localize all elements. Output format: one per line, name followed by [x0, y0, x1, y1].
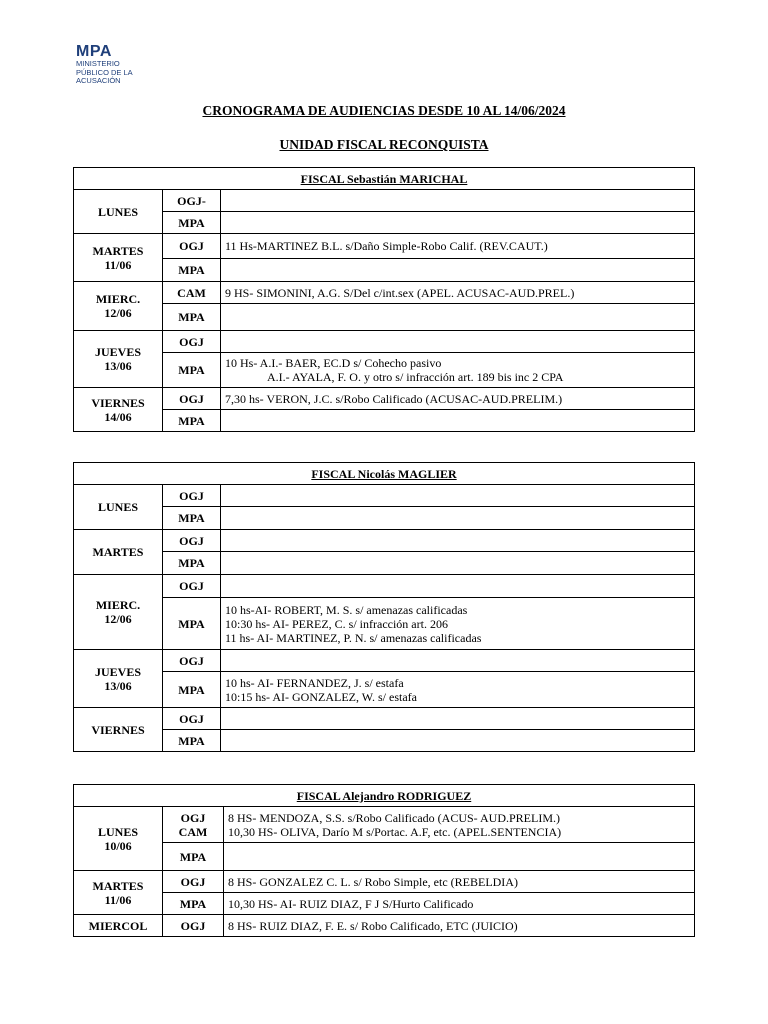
day-cell: JUEVES 13/06 [74, 331, 163, 388]
hearing-cell [221, 190, 695, 212]
document-title: CRONOGRAMA DE AUDIENCIAS DESDE 10 AL 14/06/2024 [202, 103, 566, 118]
day-cell: MARTES 11/06 [74, 234, 163, 282]
logo [76, 44, 133, 86]
day-cell: MIERCOL [74, 915, 163, 937]
hearing-cell [221, 730, 695, 752]
unit-title: UNIDAD FISCAL RECONQUISTA [279, 137, 489, 152]
office-cell: OGJ [163, 708, 221, 730]
hearing-cell [221, 507, 695, 530]
day-cell: VIERNES [74, 708, 163, 752]
hearing-cell: 8 HS- RUIZ DIAZ, F. E. s/ Robo Calificado, ETC (JUICIO) [224, 915, 695, 937]
hearing-cell [221, 410, 695, 432]
office-cell: MPA [163, 552, 221, 575]
logo-line: MINISTERIO [76, 59, 120, 68]
office-cell: MPA [163, 730, 221, 752]
office-cell: MPA [163, 507, 221, 530]
office-cell: CAM [163, 282, 221, 304]
fiscal-title: FISCAL Sebastián MARICHAL [74, 168, 695, 190]
office-cell: MPA [163, 259, 221, 282]
hearing-cell: 10 hs- AI- FERNANDEZ, J. s/ estafa 10:15 hs- AI- GONZALEZ, W. s/ estafa [221, 672, 695, 708]
hearing-cell [221, 650, 695, 672]
fiscal-table-rodriguez [73, 784, 695, 937]
hearing-cell: 9 HS- SIMONINI, A.G. S/Del c/int.sex (APEL. ACUSAC-AUD.PREL.) [221, 282, 695, 304]
fiscal-title: FISCAL Alejandro RODRIGUEZ [74, 785, 695, 807]
hearing-cell: 10 hs-AI- ROBERT, M. S. s/ amenazas calificadas 10:30 hs- AI- PEREZ, C. s/ infracción art. 206 11 hs- AI- MARTINEZ, P. N. s/ amenazas calificadas [221, 598, 695, 650]
office-cell: OGJ- [163, 190, 221, 212]
hearing-cell [221, 708, 695, 730]
office-cell: OGJ [163, 915, 224, 937]
hearing-cell [221, 331, 695, 353]
office-cell: MPA [163, 212, 221, 234]
hearing-cell [221, 304, 695, 331]
office-cell: MPA [163, 353, 221, 388]
office-cell: MPA [163, 598, 221, 650]
hearing-cell: 10,30 HS- AI- RUIZ DIAZ, F J S/Hurto Calificado [224, 893, 695, 915]
fiscal-table-maglier [73, 462, 695, 752]
hearing-cell [221, 212, 695, 234]
hearing-cell [221, 575, 695, 598]
fiscal-table-marichal [73, 167, 695, 432]
office-cell: MPA [163, 304, 221, 331]
hearing-cell: 7,30 hs- VERON, J.C. s/Robo Calificado (ACUSAC-AUD.PRELIM.) [221, 388, 695, 410]
day-cell: VIERNES 14/06 [74, 388, 163, 432]
office-cell: OGJ [163, 650, 221, 672]
hearing-cell [221, 552, 695, 575]
office-cell: OGJ [163, 234, 221, 259]
hearing-cell [224, 843, 695, 871]
day-cell: MIERC. 12/06 [74, 282, 163, 331]
office-cell: OGJ CAM [163, 807, 224, 843]
hearing-cell [221, 485, 695, 507]
hearing-cell: 10 Hs- A.I.- BAER, EC.D s/ Cohecho pasivo A.I.- AYALA, F. O. y otro s/ infracción art. 189 bis inc 2 CPA [221, 353, 695, 388]
day-cell: JUEVES 13/06 [74, 650, 163, 708]
logo-line: PÚBLICO DE LA [76, 67, 133, 77]
logo-mark: MPA [76, 43, 112, 60]
hearing-cell [221, 530, 695, 552]
office-cell: OGJ [163, 485, 221, 507]
fiscal-title: FISCAL Nicolás MAGLIER [74, 463, 695, 485]
day-cell: LUNES 10/06 [74, 807, 163, 871]
hearing-cell: 11 Hs-MARTINEZ B.L. s/Daño Simple-Robo Calif. (REV.CAUT.) [221, 234, 695, 259]
day-cell: MIERC. 12/06 [74, 575, 163, 650]
office-cell: OGJ [163, 331, 221, 353]
office-cell: MPA [163, 672, 221, 708]
day-cell: MARTES [74, 530, 163, 575]
day-cell: LUNES [74, 485, 163, 530]
day-cell: LUNES [74, 190, 163, 234]
office-cell: OGJ [163, 871, 224, 893]
office-cell: OGJ [163, 530, 221, 552]
logo-line: ACUSACIÓN [76, 76, 121, 85]
hearing-cell [221, 259, 695, 282]
office-cell: OGJ [163, 388, 221, 410]
office-cell: OGJ [163, 575, 221, 598]
office-cell: MPA [163, 893, 224, 915]
office-cell: MPA [163, 843, 224, 871]
hearing-cell: 8 HS- GONZALEZ C. L. s/ Robo Simple, etc (REBELDIA) [224, 871, 695, 893]
hearing-cell: 8 HS- MENDOZA, S.S. s/Robo Calificado (ACUS- AUD.PRELIM.) 10,30 HS- OLIVA, Darío M s/Portac. A.F, etc. (APEL.SENTENCIA) [224, 807, 695, 843]
office-cell: MPA [163, 410, 221, 432]
day-cell: MARTES 11/06 [74, 871, 163, 915]
